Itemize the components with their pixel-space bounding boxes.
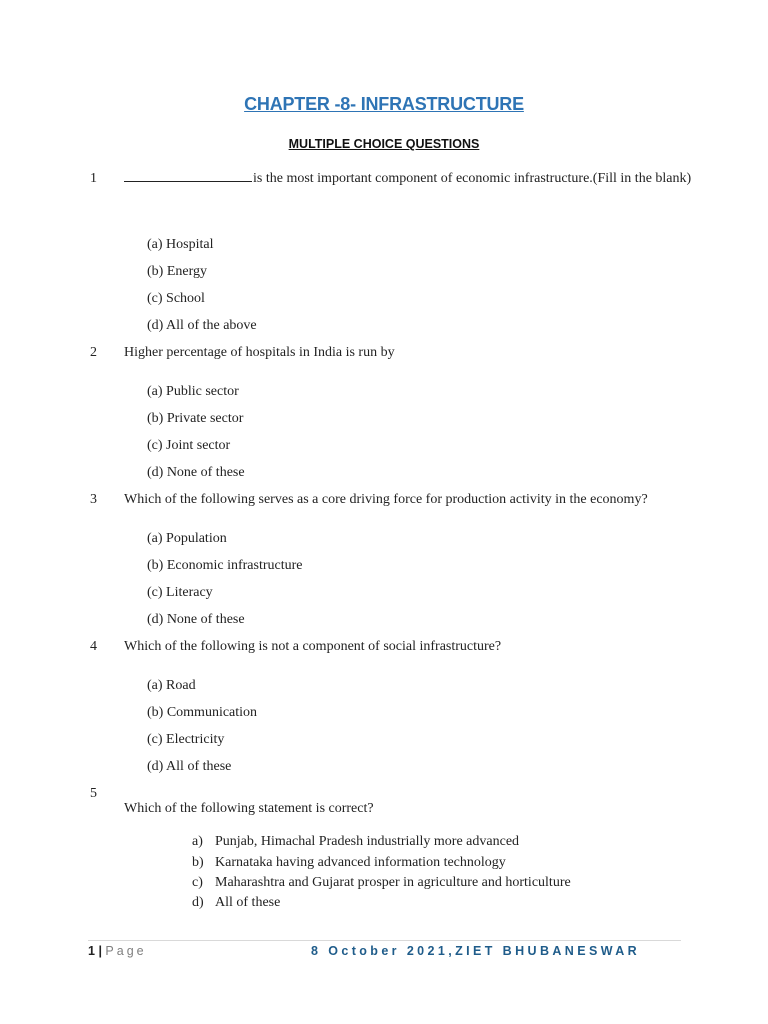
question-number: 5 <box>90 786 97 801</box>
option-label: a) <box>192 834 203 849</box>
option: (a) Public sector <box>147 384 239 399</box>
question-text: Which of the following is not a component of social infrastructure? <box>124 639 502 654</box>
question-text: Higher percentage of hospitals in India is run by <box>124 345 395 360</box>
question-number: 3 <box>90 492 97 507</box>
question-text-after-blank: is the most important component of economic infrastructure.(Fill in the blank) <box>253 171 692 186</box>
option: (d) All of the above <box>147 318 257 333</box>
option: (c) Literacy <box>147 585 213 600</box>
option-text: All of these <box>215 895 281 910</box>
option: (b) Energy <box>147 264 207 279</box>
option <box>192 895 280 911</box>
option-text: Karnataka having advanced information technology <box>215 855 506 870</box>
option: (d) None of these <box>147 465 245 480</box>
footer-page-info <box>88 944 147 958</box>
fill-in-blank <box>124 167 252 182</box>
option: (c) Joint sector <box>147 438 231 453</box>
question-number: 1 <box>90 171 97 186</box>
chapter-title: CHAPTER -8- INFRASTRUCTURE <box>244 94 524 114</box>
option: (a) Road <box>147 678 196 693</box>
option <box>192 875 571 891</box>
option-text: Maharashtra and Gujarat prosper in agriculture and horticulture <box>215 875 571 890</box>
section-subtitle: MULTIPLE CHOICE QUESTIONS <box>288 137 480 151</box>
option-label: c) <box>192 875 203 890</box>
question-text <box>124 165 699 192</box>
option: (a) Hospital <box>147 237 214 252</box>
option: (d) All of these <box>147 759 232 774</box>
question-text: Which of the following statement is correct? <box>124 801 374 816</box>
option: (b) Private sector <box>147 411 244 426</box>
option-label: b) <box>192 855 204 870</box>
option: (d) None of these <box>147 612 245 627</box>
question-number: 2 <box>90 345 97 360</box>
option: (c) Electricity <box>147 732 225 747</box>
option: (a) Population <box>147 531 227 546</box>
page-label: Page <box>105 944 147 958</box>
footer-date-institution: 8 October 2021,ZIET BHUBANESWAR <box>311 944 641 958</box>
option: (c) School <box>147 291 205 306</box>
option-text: Punjab, Himachal Pradesh industrially more advanced <box>215 834 520 849</box>
footer-divider <box>88 940 681 941</box>
question-text: Which of the following serves as a core driving force for production activity in the economy? <box>124 492 648 507</box>
option <box>192 834 519 850</box>
option: (b) Communication <box>147 705 258 720</box>
option-label: d) <box>192 895 204 910</box>
page-number: 1 <box>88 944 95 958</box>
question-number: 4 <box>90 639 97 654</box>
page-separator: | <box>98 944 102 958</box>
option <box>192 855 506 871</box>
option: (b) Economic infrastructure <box>147 558 303 573</box>
